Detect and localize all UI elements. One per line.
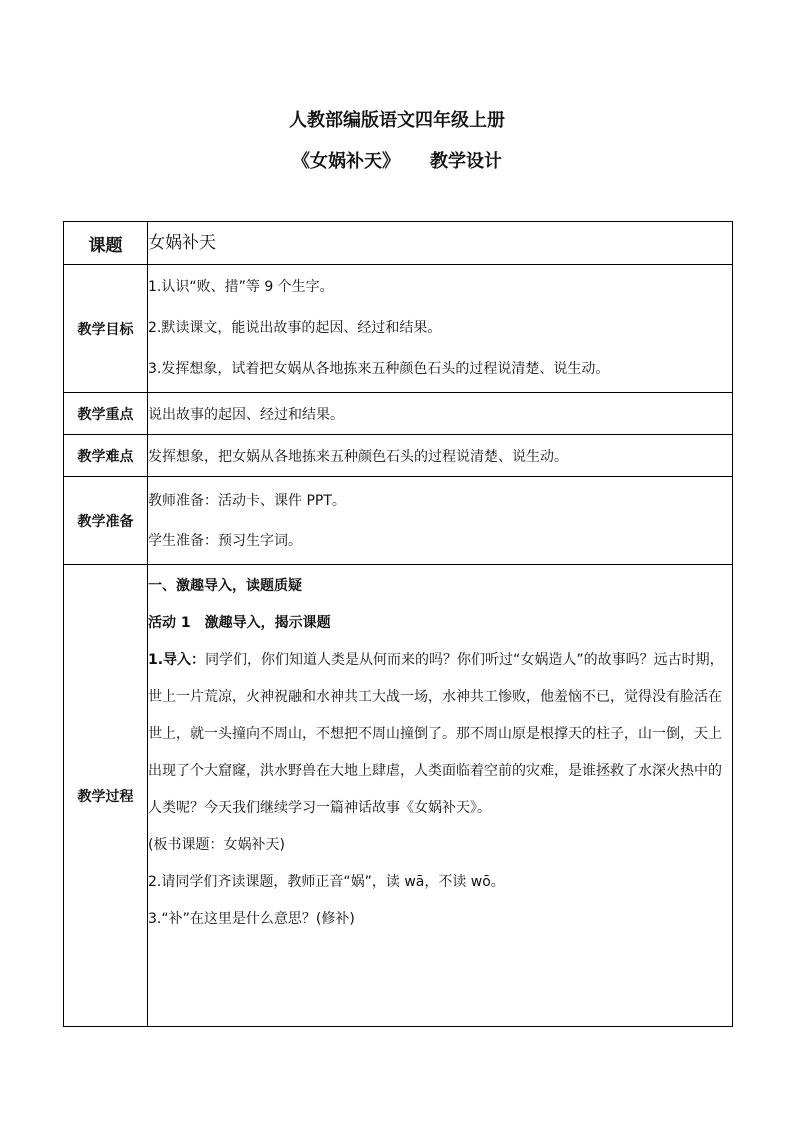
difficulties-cell [148, 435, 733, 477]
intro-paragraph [148, 642, 732, 827]
document-title: 人教部编版语文四年级上册 [289, 110, 505, 131]
objective-item: 3.发挥想象，试着把女娲从各地拣来五种颜色石头的过程说清楚、说生动。 [148, 361, 610, 377]
objectives-label: 教学目标 [64, 265, 148, 393]
objective-item: 1.认识“败、措”等 9 个生字。 [148, 279, 334, 295]
objective-item: 2.默读课文，能说出故事的起因、经过和结果。 [148, 320, 442, 336]
preparation-row [64, 477, 733, 565]
step-3: 3.“补”在这里是什么意思？(修补) [148, 911, 355, 927]
preparation-label: 教学准备 [64, 477, 148, 565]
section-heading: 一、激趣导入，读题质疑 [148, 578, 302, 594]
process-cell [148, 565, 733, 1027]
intro-text: 同学们，你们知道人类是从何而来的吗？你们听过“女娲造人”的故事吗？远古时期，世上一片荒凉，火神祝融和水神共工大战一场，水神共工惨败，他羞恼不已，觉得没有脸活在世上，就一头撞向不周山，不想把不周山撞倒了。那不周山原是根撑天的柱子，山一倒，天上出现了个大窟窿，洪水野兽在大地上肆虐，人类面临着空前的灾难，是谁拯救了水深火热中的人类呢？今天我们继续学习一篇神话故事《女娲补天》。 [148, 652, 724, 816]
key-points-row [64, 393, 733, 435]
topic-row [64, 222, 733, 265]
activity-heading: 活动 1 激趣导入，揭示课题 [148, 615, 331, 631]
difficulties-value: 发挥想象，把女娲从各地拣来五种颜色石头的过程说清楚、说生动。 [148, 448, 568, 465]
board-note: (板书课题：女娲补天) [148, 837, 285, 853]
topic-value: 女娲补天 [148, 233, 216, 253]
difficulties-label: 教学难点 [64, 435, 148, 477]
preparation-item: 教师准备：活动卡、课件 PPT。 [148, 492, 346, 509]
step-2: 2.请同学们齐读课题，教师正音“娲”，读 wā，不读 wō。 [148, 874, 505, 890]
preparation-cell [148, 477, 733, 565]
process-label: 教学过程 [64, 565, 148, 1027]
design-label: 教学设计 [430, 151, 502, 172]
topic-cell [148, 222, 733, 265]
document-subtitle [0, 151, 794, 173]
process-row [64, 565, 733, 1027]
key-points-cell [148, 393, 733, 435]
difficulties-row [64, 435, 733, 477]
intro-label: 1.导入： [148, 652, 206, 668]
topic-label: 课题 [64, 222, 148, 265]
objectives-cell [148, 265, 733, 393]
lesson-name: 《女娲补天》 [292, 151, 400, 172]
lesson-plan-table [63, 221, 733, 1027]
key-points-label: 教学重点 [64, 393, 148, 435]
key-points-value: 说出故事的起因、经过和结果。 [148, 406, 344, 423]
preparation-item: 学生准备：预习生字词。 [148, 532, 302, 549]
objectives-row [64, 265, 733, 393]
